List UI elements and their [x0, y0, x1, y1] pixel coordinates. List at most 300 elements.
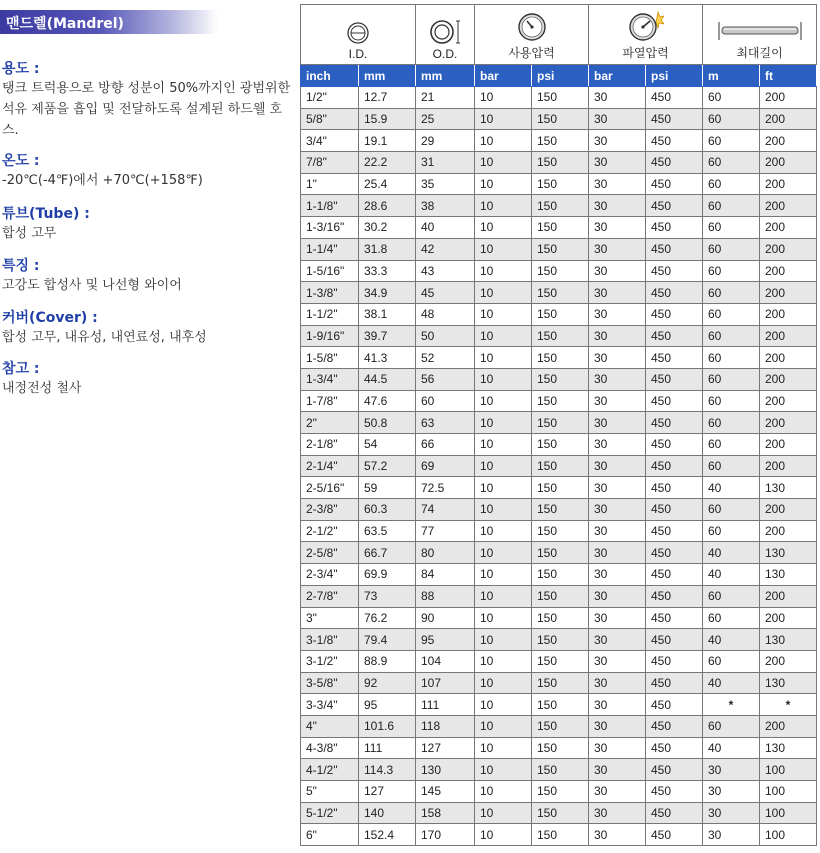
table-row	[301, 282, 817, 304]
table-cell: 150	[532, 824, 589, 846]
table-row	[301, 477, 817, 499]
table-cell: 200	[760, 152, 817, 174]
table-cell: 145	[416, 781, 475, 803]
table-cell: *	[760, 694, 817, 716]
table-cell: 40	[703, 564, 760, 586]
table-cell: 10	[475, 759, 532, 781]
table-cell: 43	[416, 260, 475, 282]
table-row	[301, 173, 817, 195]
table-cell: 450	[646, 87, 703, 109]
table-row	[301, 217, 817, 239]
table-cell: 92	[359, 672, 416, 694]
spec-value: 내정전성 철사	[2, 381, 82, 396]
table-cell: 3-1/2"	[301, 650, 359, 672]
table-cell: 100	[760, 824, 817, 846]
table-cell: 10	[475, 650, 532, 672]
table-cell: 450	[646, 152, 703, 174]
table-cell: 15.9	[359, 108, 416, 130]
table-cell: 1-1/8"	[301, 195, 359, 217]
table-row	[301, 390, 817, 412]
inner-diameter-icon	[301, 21, 415, 45]
spec-item	[2, 150, 292, 191]
table-cell: 450	[646, 607, 703, 629]
table-cell: 10	[475, 347, 532, 369]
table-cell: 200	[760, 607, 817, 629]
table-row	[301, 87, 817, 109]
table-cell: 10	[475, 824, 532, 846]
table-cell: 30	[703, 759, 760, 781]
table-cell: 80	[416, 542, 475, 564]
table-cell: 30	[589, 217, 646, 239]
table-cell: 450	[646, 650, 703, 672]
column-group-label: 파열압력	[622, 46, 669, 60]
table-row	[301, 585, 817, 607]
table-cell: 2-1/8"	[301, 434, 359, 456]
table-cell: 40	[416, 217, 475, 239]
table-cell: 10	[475, 152, 532, 174]
table-cell: 30	[589, 152, 646, 174]
table-cell: 30	[589, 390, 646, 412]
table-cell: 30	[589, 672, 646, 694]
table-cell: 10	[475, 238, 532, 260]
table-row	[301, 781, 817, 803]
table-cell: 100	[760, 802, 817, 824]
table-cell: 200	[760, 455, 817, 477]
table-cell: 30	[589, 499, 646, 521]
table-cell: 450	[646, 303, 703, 325]
table-cell: 30	[589, 824, 646, 846]
table-cell: 10	[475, 260, 532, 282]
table-cell: 60	[703, 325, 760, 347]
spec-label: 커버(Cover) :	[2, 310, 98, 326]
table-cell: 450	[646, 130, 703, 152]
table-cell: 60	[703, 260, 760, 282]
table-cell: 66	[416, 434, 475, 456]
table-cell: 150	[532, 152, 589, 174]
table-cell: 2-5/16"	[301, 477, 359, 499]
table-cell: 450	[646, 347, 703, 369]
table-cell: 30	[589, 173, 646, 195]
table-cell: 150	[532, 390, 589, 412]
table-cell: 60	[703, 434, 760, 456]
table-cell: 450	[646, 412, 703, 434]
table-cell: 2-7/8"	[301, 585, 359, 607]
table-cell: 450	[646, 824, 703, 846]
table-cell: 150	[532, 715, 589, 737]
table-cell: 150	[532, 434, 589, 456]
table-cell: 1-3/4"	[301, 368, 359, 390]
table-cell: 450	[646, 520, 703, 542]
table-cell: 5/8"	[301, 108, 359, 130]
table-cell: 3/4"	[301, 130, 359, 152]
column-group-header	[475, 5, 589, 65]
table-cell: 19.1	[359, 130, 416, 152]
table-cell: 150	[532, 542, 589, 564]
table-cell: 31	[416, 152, 475, 174]
table-cell: 40	[703, 629, 760, 651]
table-cell: 127	[359, 781, 416, 803]
table-row	[301, 368, 817, 390]
table-cell: 150	[532, 672, 589, 694]
table-cell: 1/2"	[301, 87, 359, 109]
table-cell: 30	[589, 347, 646, 369]
table-cell: 50.8	[359, 412, 416, 434]
table-cell: 118	[416, 715, 475, 737]
table-cell: 60	[703, 412, 760, 434]
table-cell: 130	[416, 759, 475, 781]
table-row	[301, 564, 817, 586]
table-cell: 5-1/2"	[301, 802, 359, 824]
table-cell: 60	[703, 152, 760, 174]
table-row	[301, 737, 817, 759]
table-cell: 130	[760, 629, 817, 651]
table-cell: 30	[589, 781, 646, 803]
table-cell: 63.5	[359, 520, 416, 542]
spec-item	[2, 307, 292, 348]
table-cell: 50	[416, 325, 475, 347]
table-cell: 60	[703, 650, 760, 672]
table-row	[301, 694, 817, 716]
table-cell: 88	[416, 585, 475, 607]
table-cell: 150	[532, 368, 589, 390]
table-cell: 10	[475, 629, 532, 651]
table-cell: 2-5/8"	[301, 542, 359, 564]
table-cell: 1-1/4"	[301, 238, 359, 260]
table-cell: 10	[475, 694, 532, 716]
table-cell: 450	[646, 455, 703, 477]
table-cell: 30	[589, 303, 646, 325]
table-cell: 150	[532, 629, 589, 651]
table-cell: 60	[703, 303, 760, 325]
table-cell: 30	[589, 130, 646, 152]
table-cell: 200	[760, 434, 817, 456]
table-cell: 60	[703, 282, 760, 304]
table-cell: 73	[359, 585, 416, 607]
table-cell: 111	[416, 694, 475, 716]
table-cell: 150	[532, 325, 589, 347]
table-cell: 60	[703, 390, 760, 412]
table-cell: 1-5/16"	[301, 260, 359, 282]
table-cell: 21	[416, 87, 475, 109]
table-cell: 10	[475, 390, 532, 412]
table-cell: 10	[475, 303, 532, 325]
table-row	[301, 759, 817, 781]
table-cell: 3-3/4"	[301, 694, 359, 716]
product-title-bar	[0, 10, 218, 34]
table-cell: 4-3/8"	[301, 737, 359, 759]
table-cell: 10	[475, 195, 532, 217]
table-cell: 150	[532, 520, 589, 542]
table-cell: 4"	[301, 715, 359, 737]
table-cell: 40	[703, 542, 760, 564]
spec-label: 특징 :	[2, 258, 40, 274]
table-cell: 69.9	[359, 564, 416, 586]
table-cell: 30	[703, 781, 760, 803]
table-cell: 69	[416, 455, 475, 477]
table-cell: 30	[589, 238, 646, 260]
table-cell: 79.4	[359, 629, 416, 651]
table-cell: 3-1/8"	[301, 629, 359, 651]
table-cell: 40	[703, 737, 760, 759]
table-cell: 2-3/8"	[301, 499, 359, 521]
table-cell: 200	[760, 520, 817, 542]
table-cell: 450	[646, 759, 703, 781]
table-cell: 150	[532, 477, 589, 499]
table-cell: *	[703, 694, 760, 716]
table-cell: 150	[532, 499, 589, 521]
table-cell: 200	[760, 108, 817, 130]
table-cell: 140	[359, 802, 416, 824]
table-cell: 150	[532, 650, 589, 672]
table-cell: 450	[646, 282, 703, 304]
table-cell: 10	[475, 477, 532, 499]
table-cell: 10	[475, 217, 532, 239]
table-cell: 10	[475, 607, 532, 629]
table-cell: 59	[359, 477, 416, 499]
table-cell: 29	[416, 130, 475, 152]
table-cell: 1-5/8"	[301, 347, 359, 369]
table-cell: 1-3/16"	[301, 217, 359, 239]
table-cell: 150	[532, 694, 589, 716]
table-cell: 30	[589, 282, 646, 304]
table-cell: 450	[646, 368, 703, 390]
column-group-label: 최대길이	[736, 46, 783, 60]
table-cell: 150	[532, 238, 589, 260]
table-cell: 44.5	[359, 368, 416, 390]
table-cell: 450	[646, 260, 703, 282]
table-cell: 200	[760, 715, 817, 737]
table-cell: 10	[475, 368, 532, 390]
table-cell: 200	[760, 390, 817, 412]
table-cell: 450	[646, 477, 703, 499]
table-cell: 10	[475, 802, 532, 824]
table-cell: 30	[589, 737, 646, 759]
table-cell: 2-3/4"	[301, 564, 359, 586]
unit-header: mm	[416, 65, 475, 87]
table-row	[301, 325, 817, 347]
table-cell: 60	[703, 347, 760, 369]
table-cell: 1-9/16"	[301, 325, 359, 347]
column-group-label: 사용압력	[508, 46, 555, 60]
table-cell: 30	[589, 520, 646, 542]
table-cell: 12.7	[359, 87, 416, 109]
table-cell: 150	[532, 455, 589, 477]
table-cell: 30	[589, 325, 646, 347]
table-row	[301, 347, 817, 369]
table-cell: 25	[416, 108, 475, 130]
table-cell: 30	[589, 759, 646, 781]
table-cell: 100	[760, 781, 817, 803]
table-cell: 31.8	[359, 238, 416, 260]
table-cell: 30	[589, 260, 646, 282]
table-cell: 30	[589, 412, 646, 434]
table-cell: 130	[760, 542, 817, 564]
table-cell: 10	[475, 781, 532, 803]
table-cell: 104	[416, 650, 475, 672]
table-cell: 74	[416, 499, 475, 521]
table-cell: 200	[760, 173, 817, 195]
spec-value: 고강도 합성사 및 나선형 와이어	[2, 278, 182, 293]
table-cell: 76.2	[359, 607, 416, 629]
table-cell: 60	[703, 499, 760, 521]
table-row	[301, 412, 817, 434]
table-cell: 10	[475, 715, 532, 737]
table-cell: 450	[646, 672, 703, 694]
table-cell: 30	[589, 650, 646, 672]
table-cell: 60	[703, 173, 760, 195]
table-row	[301, 108, 817, 130]
table-cell: 60	[416, 390, 475, 412]
table-cell: 158	[416, 802, 475, 824]
table-cell: 150	[532, 108, 589, 130]
table-cell: 30	[589, 802, 646, 824]
table-cell: 33.3	[359, 260, 416, 282]
table-cell: 60	[703, 217, 760, 239]
table-cell: 10	[475, 434, 532, 456]
table-cell: 10	[475, 130, 532, 152]
table-cell: 450	[646, 217, 703, 239]
table-cell: 30	[589, 477, 646, 499]
table-cell: 45	[416, 282, 475, 304]
table-cell: 150	[532, 303, 589, 325]
table-cell: 450	[646, 694, 703, 716]
table-cell: 30	[589, 87, 646, 109]
table-cell: 28.6	[359, 195, 416, 217]
table-cell: 34.9	[359, 282, 416, 304]
spec-value: -20℃(-4℉)에서 +70℃(+158℉)	[2, 173, 203, 188]
table-cell: 39.7	[359, 325, 416, 347]
table-cell: 450	[646, 781, 703, 803]
table-cell: 150	[532, 412, 589, 434]
table-cell: 150	[532, 282, 589, 304]
table-cell: 60	[703, 607, 760, 629]
table-cell: 10	[475, 564, 532, 586]
table-cell: 450	[646, 542, 703, 564]
table-cell: 150	[532, 737, 589, 759]
table-cell: 66.7	[359, 542, 416, 564]
table-cell: 450	[646, 325, 703, 347]
table-cell: 30	[589, 694, 646, 716]
table-cell: 60	[703, 520, 760, 542]
unit-header: bar	[589, 65, 646, 87]
table-row	[301, 130, 817, 152]
table-cell: 450	[646, 585, 703, 607]
table-cell: 200	[760, 195, 817, 217]
table-cell: 10	[475, 499, 532, 521]
column-group-header	[589, 5, 703, 65]
table-cell: 3"	[301, 607, 359, 629]
table-row	[301, 455, 817, 477]
length-icon	[703, 20, 816, 42]
unit-header: bar	[475, 65, 532, 87]
table-cell: 150	[532, 195, 589, 217]
spec-label: 참고 :	[2, 361, 40, 377]
table-cell: 150	[532, 759, 589, 781]
table-cell: 60	[703, 455, 760, 477]
table-cell: 150	[532, 802, 589, 824]
table-cell: 30.2	[359, 217, 416, 239]
table-cell: 450	[646, 108, 703, 130]
table-cell: 150	[532, 607, 589, 629]
table-cell: 56	[416, 368, 475, 390]
table-cell: 40	[703, 672, 760, 694]
table-cell: 200	[760, 347, 817, 369]
table-cell: 2"	[301, 412, 359, 434]
table-row	[301, 238, 817, 260]
table-cell: 47.6	[359, 390, 416, 412]
table-cell: 22.2	[359, 152, 416, 174]
table-cell: 150	[532, 260, 589, 282]
table-cell: 1-7/8"	[301, 390, 359, 412]
table-cell: 111	[359, 737, 416, 759]
table-cell: 150	[532, 585, 589, 607]
unit-header: psi	[532, 65, 589, 87]
table-cell: 41.3	[359, 347, 416, 369]
spec-label: 온도 :	[2, 153, 40, 169]
pressure-gauge-icon	[475, 12, 588, 42]
table-cell: 200	[760, 260, 817, 282]
table-cell: 200	[760, 585, 817, 607]
table-cell: 60	[703, 585, 760, 607]
table-cell: 54	[359, 434, 416, 456]
outer-diameter-icon	[416, 19, 474, 45]
table-cell: 114.3	[359, 759, 416, 781]
table-cell: 130	[760, 737, 817, 759]
table-cell: 30	[589, 542, 646, 564]
table-cell: 450	[646, 737, 703, 759]
table-cell: 450	[646, 173, 703, 195]
table-cell: 10	[475, 455, 532, 477]
table-cell: 450	[646, 715, 703, 737]
table-cell: 30	[589, 368, 646, 390]
unit-header: ft	[760, 65, 817, 87]
table-row	[301, 195, 817, 217]
table-row	[301, 499, 817, 521]
spec-item	[2, 358, 292, 399]
table-row	[301, 260, 817, 282]
table-cell: 150	[532, 781, 589, 803]
table-cell: 150	[532, 217, 589, 239]
table-cell: 3-5/8"	[301, 672, 359, 694]
table-cell: 200	[760, 238, 817, 260]
column-group-label: O.D.	[432, 47, 458, 61]
table-cell: 152.4	[359, 824, 416, 846]
table-row	[301, 650, 817, 672]
table-cell: 1"	[301, 173, 359, 195]
table-row	[301, 152, 817, 174]
table-cell: 10	[475, 87, 532, 109]
table-cell: 60	[703, 368, 760, 390]
table-cell: 95	[359, 694, 416, 716]
table-cell: 10	[475, 282, 532, 304]
table-cell: 35	[416, 173, 475, 195]
table-row	[301, 607, 817, 629]
table-cell: 10	[475, 737, 532, 759]
table-cell: 30	[703, 802, 760, 824]
table-cell: 200	[760, 303, 817, 325]
table-cell: 60	[703, 130, 760, 152]
table-cell: 5"	[301, 781, 359, 803]
table-cell: 130	[760, 672, 817, 694]
table-cell: 48	[416, 303, 475, 325]
spec-item	[2, 58, 292, 141]
table-row	[301, 672, 817, 694]
table-cell: 84	[416, 564, 475, 586]
table-cell: 60	[703, 87, 760, 109]
spec-table	[300, 4, 817, 846]
table-cell: 57.2	[359, 455, 416, 477]
spec-value: 합성 고무	[2, 226, 57, 241]
